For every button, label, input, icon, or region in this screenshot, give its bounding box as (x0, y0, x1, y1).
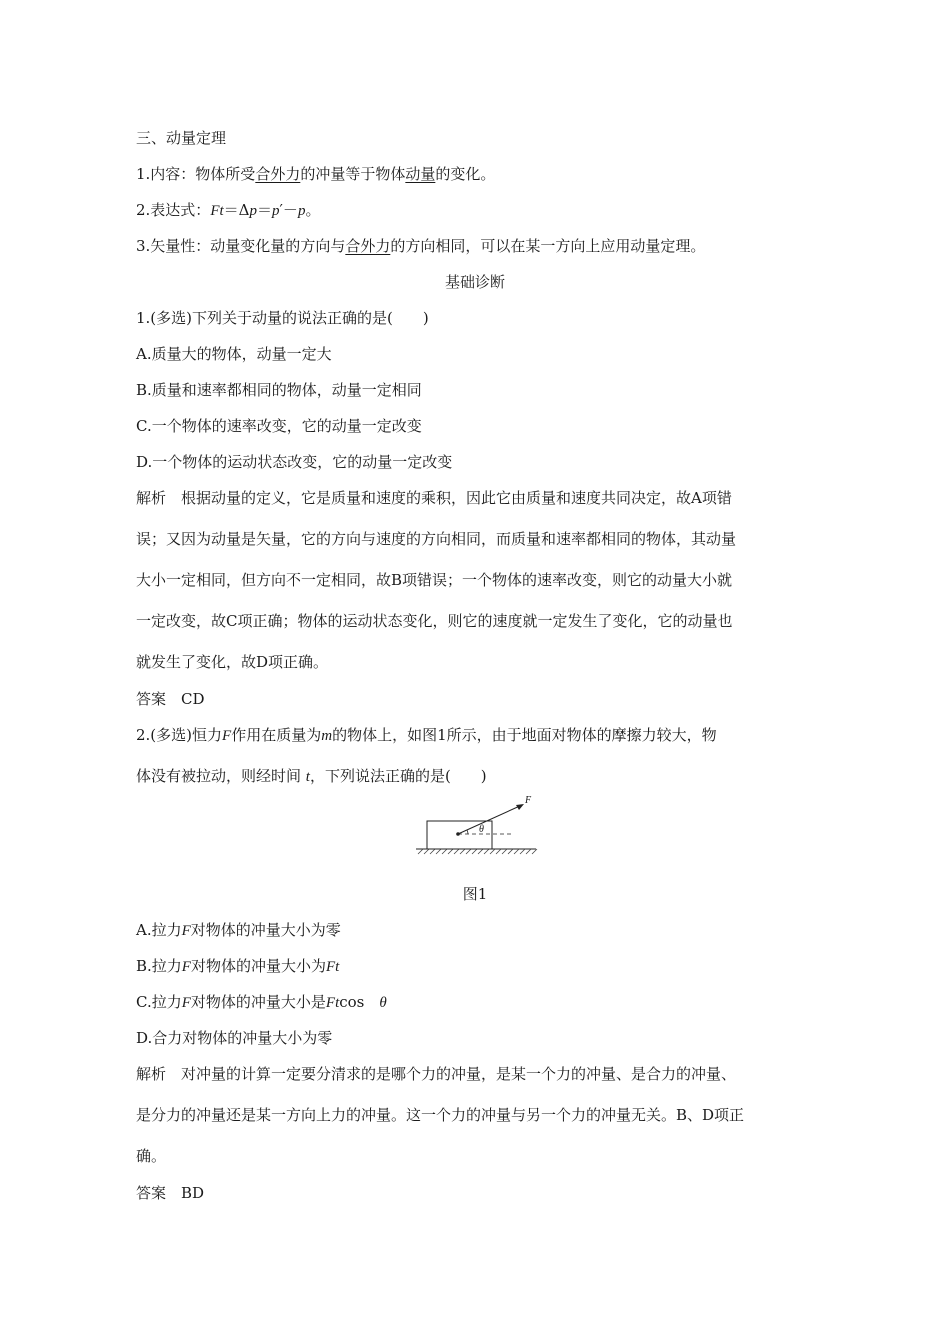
q2-c-theta: θ (379, 995, 387, 1011)
formula-p2: p (272, 203, 280, 219)
figure-diagram (412, 796, 540, 858)
q2-stem2-a: 体没有被拉动，则经时间 (136, 767, 306, 785)
application-point (456, 832, 460, 836)
q1-analysis-line-1: 解析 根据动量的定义，它是质量和速度的乘积，因此它由质量和速度共同决定，故A项错 (136, 489, 732, 507)
item1-mid: 的冲量等于物体 (300, 165, 406, 183)
q2-stem-b: 作用在质量为 (231, 726, 322, 744)
q2-a-F: F (181, 923, 191, 939)
q1-analysis-line-5: 就发生了变化，故D项正确。 (136, 653, 329, 671)
q2-stem-line-2 (136, 766, 487, 787)
q2-c-text: 对物体的冲量大小是 (190, 993, 326, 1011)
item1-suffix: 的变化。 (435, 165, 496, 183)
item1-underlined-net-force: 合外力 (255, 165, 301, 183)
q1-option-d: D.一个物体的运动状态改变，它的动量一定改变 (136, 453, 453, 471)
q2-stem-F: F (222, 728, 232, 744)
q2-stem2-b: ，下列说法正确的是( ) (309, 767, 487, 785)
q1-stem: 1.(多选)下列关于动量的说法正确的是( ) (136, 309, 429, 327)
q2-stem2-t: t (305, 769, 310, 785)
q2-b-expr: Ft (325, 959, 340, 975)
q2-option-a (136, 920, 341, 941)
formula-p3: p (297, 203, 306, 219)
force-arrow-head (516, 804, 524, 810)
q2-b-F: F (181, 959, 191, 975)
section-heading: 三、动量定理 (136, 129, 227, 147)
figure-caption: 图1 (462, 885, 488, 903)
q2-answer: 答案 BD (136, 1184, 205, 1202)
diagnosis-title: 基础诊断 (444, 273, 505, 291)
item2-prefix: 2.表达式： (136, 201, 211, 219)
q2-b-text: 对物体的冲量大小为 (190, 957, 326, 975)
force-label: F (525, 795, 532, 806)
q1-answer: 答案 CD (136, 690, 205, 708)
formula-minus: － (282, 201, 298, 219)
formula-p1: p (249, 203, 257, 219)
force-arrow-shaft (458, 805, 522, 834)
q2-option-c (136, 992, 387, 1013)
q2-analysis-line-2: 是分力的冲量还是某一方向上力的冲量。这一个力的冲量与另一个力的冲量无关。B、D项正 (136, 1106, 745, 1124)
item3-prefix: 3.矢量性：动量变化量的方向与 (136, 237, 346, 255)
q2-a-text: 对物体的冲量大小为零 (190, 921, 341, 939)
angle-arc (467, 830, 468, 834)
q2-stem-line-1 (136, 725, 717, 746)
content-item-2 (136, 200, 320, 221)
angle-label: θ (479, 824, 484, 835)
q1-option-a: A.质量大的物体，动量一定大 (136, 345, 332, 363)
q2-stem-c: 的物体上，如图1所示，由于地面对物体的摩擦力较大，物 (332, 726, 717, 744)
item3-suffix: 的方向相同，可以在某一方向上应用动量定理。 (390, 237, 706, 255)
formula-end: 。 (305, 201, 321, 219)
q1-option-c: C.一个物体的速率改变，它的动量一定改变 (136, 417, 422, 435)
item3-underlined-net-force: 合外力 (345, 237, 391, 255)
content-item-3 (136, 236, 705, 256)
q2-c-F: F (181, 995, 191, 1011)
item1-prefix: 1.内容：物体所受 (136, 165, 256, 183)
q2-c-expr: Ft (325, 995, 340, 1011)
content-item-1 (136, 164, 495, 184)
q1-analysis-line-3: 大小一定相同，但方向不一定相同，故B项错误；一个物体的速率改变，则它的动量大小就 (136, 571, 733, 589)
formula-eq2: ＝ (257, 201, 273, 219)
q1-analysis-line-2: 误；又因为动量是矢量，它的方向与速度的方向相同，而质量和速率都相同的物体，其动量 (136, 530, 737, 548)
formula-eq1: ＝Δ (223, 201, 250, 219)
figure-block-pulled-by-force (412, 796, 540, 858)
q2-c-prefix: C.拉力 (136, 993, 182, 1011)
q2-stem-a: 2.(多选)恒力 (136, 726, 223, 744)
q2-stem-m: m (321, 728, 333, 744)
q2-d-text: D.合力对物体的冲量大小为零 (136, 1029, 333, 1047)
formula-Ft: Ft (210, 203, 224, 219)
q1-option-b: B.质量和速率都相同的物体，动量一定相同 (136, 381, 422, 399)
q2-analysis-line-1: 解析 对冲量的计算一定要分清求的是哪个力的冲量，是某一个力的冲量、是合力的冲量、 (136, 1065, 737, 1083)
item1-underlined-momentum: 动量 (405, 165, 436, 183)
ground-hatching (418, 849, 537, 854)
q2-option-b (136, 956, 339, 977)
q2-a-prefix: A.拉力 (136, 921, 182, 939)
q2-c-cos: cos (339, 993, 380, 1011)
q1-analysis-line-4: 一定改变，故C项正确；物体的运动状态变化，则它的速度就一定发生了变化，它的动量也 (136, 612, 733, 630)
q2-b-prefix: B.拉力 (136, 957, 182, 975)
formula-prime: ′ (279, 201, 283, 219)
q2-analysis-line-3: 确。 (136, 1147, 167, 1165)
q2-option-d (136, 1028, 332, 1048)
